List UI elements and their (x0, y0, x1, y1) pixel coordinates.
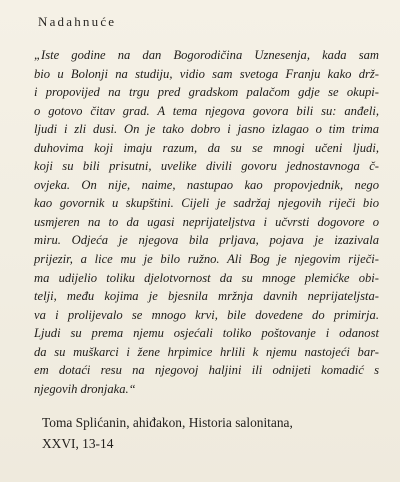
quote-line: telji, među kojima je bjesnila mržnja davnih neprijateljsta- (34, 289, 379, 304)
quote-line: ovjeka. On nije, naime, nastupao kao propovjednik, nego (34, 177, 379, 192)
quote-line: kao govornik u skupštini. Cijeli je sadržaj njegovih riječi bio (34, 196, 379, 211)
quote-line: usmjeren na to da ugasi neprijateljstva i učvrsti dogovore o (34, 214, 379, 229)
quote-line: em dotaći resu na njegovoj haljini ili odnijeti komadić s (34, 363, 379, 378)
quote-line-last: njegovih dronjaka.“ (34, 381, 136, 396)
quote-paragraph (34, 46, 379, 398)
source-author: Toma Splićanin, ahiđakon, Historia salonitana, (42, 415, 293, 430)
quote-line: Ljudi su prema njemu osjećali toliko poštovanje i odanost (34, 326, 379, 341)
quote-line: i propovijed na trgu pred gradskom palačom gdje se okupi- (34, 85, 379, 100)
quote-line: koji su bili prisutni, uvelike divili govoru jednostavnoga č- (34, 159, 379, 174)
quote-line: o gotovo čitav grad. A tema njegova govora bili su: anđeli, (34, 103, 379, 118)
quote-line: da su muškarci i žene hrpimice hrlili k njemu nastojeći bar- (34, 344, 379, 359)
quote-line: miru. Odjeća je njegova bila prljava, pojava je izazivala (34, 233, 379, 248)
quote-line: bio u Bolonji na studiju, vidio sam svetoga Franju kako drž- (34, 66, 379, 81)
page-heading: Nadahnuće (38, 14, 117, 29)
quote-line: ljudi i zli dusi. On je tako dobro i jasno izlagao o tim trima (34, 122, 379, 137)
quote-source (42, 412, 293, 454)
quote-line: ma udijelio toliku djelotvornost da su mnoge plemićke obi- (34, 270, 379, 285)
quote-line: „Iste godine na dan Bogorodičina Uznesenja, kada sam (34, 48, 379, 62)
quote-line: prijezir, a lice mu je bilo ružno. Ali Bog je njegovim riječi- (34, 252, 379, 267)
quote-line: va i prolijevalo se mnogo krvi, bile dovedene do primirja. (34, 307, 379, 322)
source-reference: XXVI, 13-14 (42, 436, 114, 451)
quote-line: duhovima koji imaju razum, da su se mnogi učeni ljudi, (34, 140, 379, 155)
